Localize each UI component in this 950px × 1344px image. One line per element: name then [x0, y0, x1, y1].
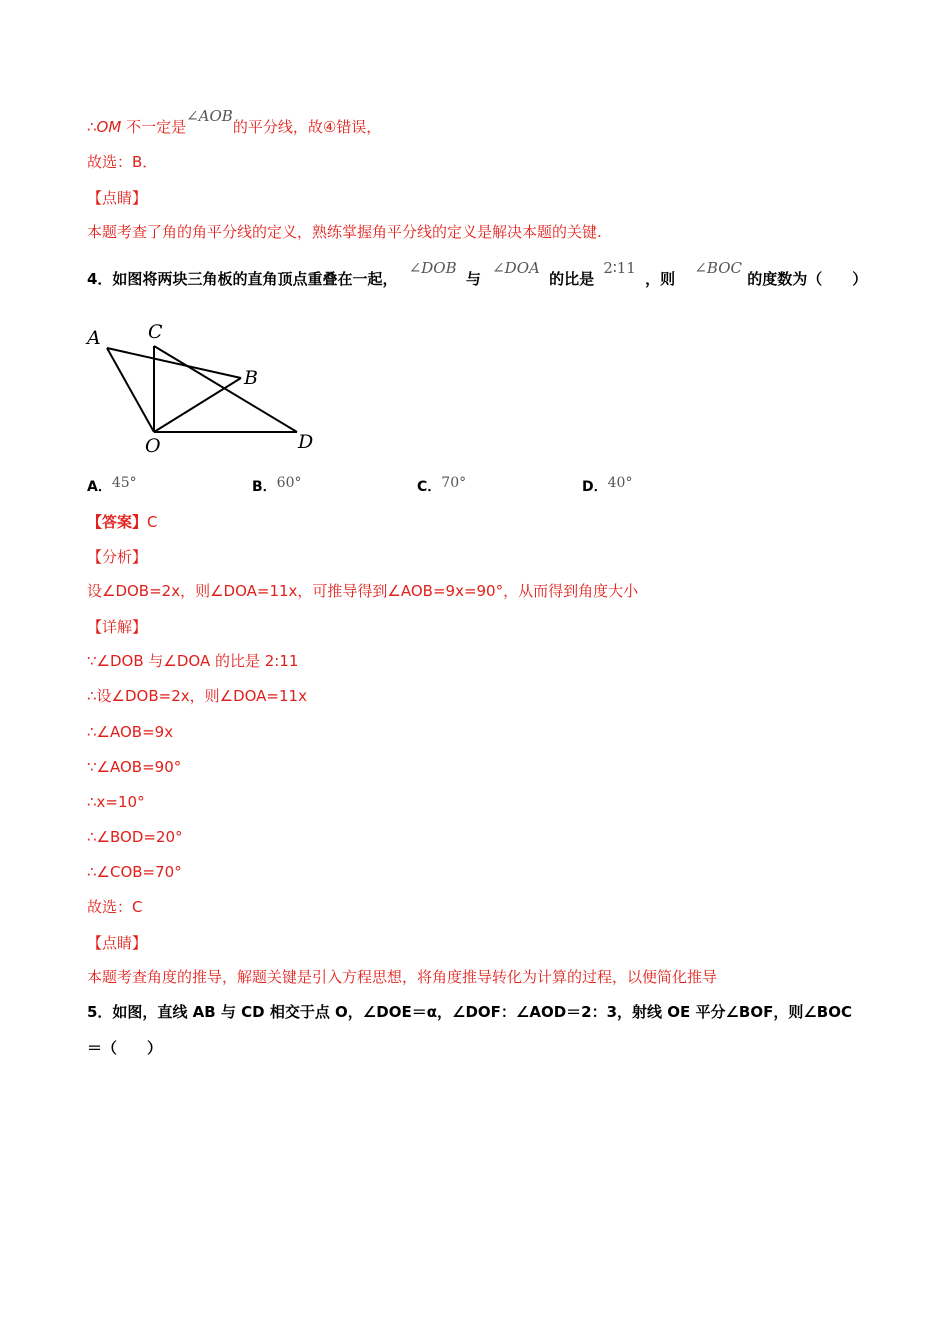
label-d: D: [298, 431, 314, 453]
segment-ao: [107, 348, 154, 432]
triangle-figure: [84, 318, 324, 458]
analysis-tag: 【分析】: [87, 548, 148, 566]
option-a[interactable]: A．45°: [87, 475, 137, 495]
detail-step: ∴∠BOD=20°: [87, 828, 183, 846]
angle-aob-formula: ∠AOB: [186, 107, 233, 125]
detail-step: ∵∠AOB=90°: [87, 758, 182, 776]
answer-line: [87, 512, 158, 532]
detail-step: 故选：C: [87, 898, 143, 916]
detail-step: ∵∠DOB 与∠DOA 的比是 2:11: [87, 652, 299, 670]
note-tag: 【点睛】: [87, 934, 148, 952]
prev-note-tag: 【点睛】: [87, 189, 148, 207]
q5-stem-line2: ＝（ ）: [87, 1039, 163, 1057]
prev-note-text: 本题考查了角的角平分线的定义，熟练掌握角平分线的定义是解决本题的关键.: [87, 223, 602, 241]
therefore-symbol: ∴: [87, 118, 97, 136]
analysis-text: 设∠DOB=2x，则∠DOA=11x，可推导得到∠AOB=9x=90°，从而得到角度大小: [87, 582, 639, 600]
detail-step: ∴∠AOB=9x: [87, 723, 174, 741]
detail-step: ∴∠COB=70°: [87, 863, 182, 881]
label-o: O: [145, 435, 161, 457]
detail-step: ∴设∠DOB=2x，则∠DOA=11x: [87, 687, 307, 705]
ray-om: OM: [96, 118, 122, 136]
figure-lines: [107, 346, 297, 432]
ratio-formula: 2∶11: [603, 259, 636, 277]
q5-stem-line1: 5．如图，直线 AB 与 CD 相交于点 O，∠DOE＝α，∠DOF：∠AOD＝2：3，射线 OE 平分∠BOF，则∠BOC: [87, 1003, 852, 1021]
option-b[interactable]: B．60°: [252, 475, 302, 495]
angle-doa-formula: ∠DOA: [492, 259, 540, 277]
segment-ob: [154, 378, 241, 432]
angle-dob-formula: ∠DOB: [408, 259, 457, 277]
label-a: A: [87, 327, 101, 349]
detail-tag: 【详解】: [87, 618, 148, 636]
option-d[interactable]: D．40°: [582, 475, 633, 495]
answer-tag: 【答案】: [87, 513, 148, 531]
answer-value: C: [147, 513, 158, 531]
prev-conclusion-line: ∴OM 不一定是∠AOB的平分线，故④错误，: [87, 107, 382, 136]
angle-boc-formula: ∠BOC: [694, 259, 742, 277]
detail-step: ∴x=10°: [87, 793, 145, 811]
label-c: C: [148, 321, 163, 343]
note-text: 本题考查角度的推导，解题关键是引入方程思想，将角度推导转化为计算的过程，以便简化推导: [87, 968, 718, 986]
prev-choice-line: 故选：B．: [87, 153, 158, 171]
label-b: B: [244, 367, 258, 389]
q4-stem: 4．如图将两块三角板的直角顶点重叠在一起， ∠DOB 与 ∠DOA 的比是 2∶11 ，则 ∠BOC 的度数为（ ）: [87, 259, 868, 288]
segment-ab: [107, 348, 241, 378]
option-c[interactable]: C．70°: [417, 475, 467, 495]
